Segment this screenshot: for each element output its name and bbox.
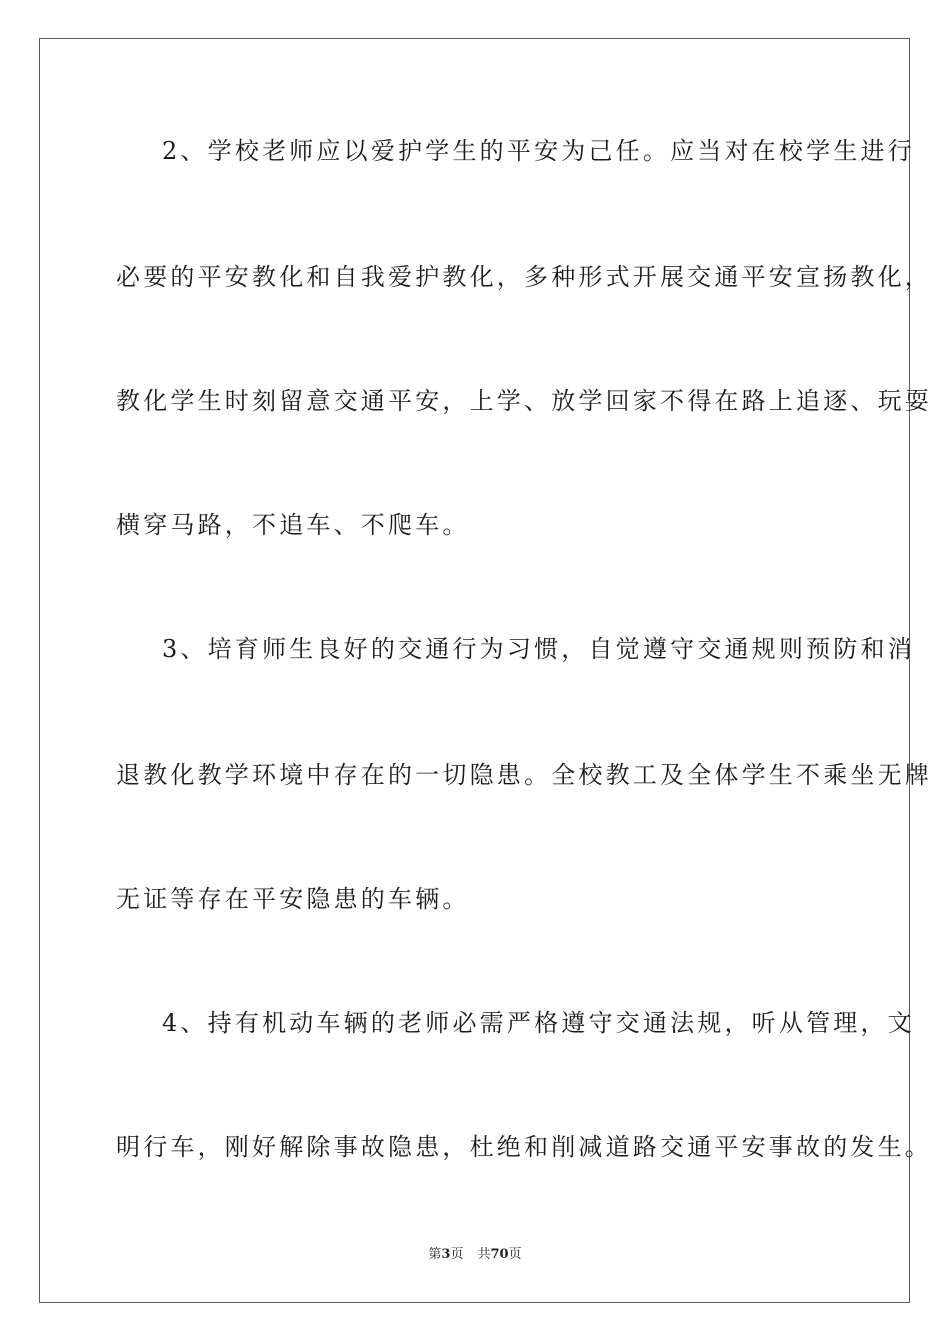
page-prefix: 第 bbox=[428, 1247, 442, 1262]
paragraph-2-line-1: 2、学校老师应以爱护学生的平安为己任。应当对在校学生进行 bbox=[162, 137, 915, 165]
paragraph-2-line-3: 教化学生时刻留意交通平安，上学、放学回家不得在路上追逐、玩耍 bbox=[116, 387, 932, 415]
page-suffix: 页 bbox=[450, 1247, 464, 1262]
total-suffix: 页 bbox=[508, 1247, 522, 1262]
page-number: 3 bbox=[441, 1247, 451, 1262]
paragraph-2-line-4: 横穿马路，不追车、不爬车。 bbox=[116, 511, 470, 539]
total-pages: 70 bbox=[490, 1247, 509, 1262]
page-footer bbox=[0, 1246, 950, 1264]
paragraph-3-line-1: 3、培育师生良好的交通行为习惯，自觉遵守交通规则预防和消 bbox=[162, 635, 915, 663]
paragraph-3-line-3: 无证等存在平安隐患的车辆。 bbox=[116, 885, 470, 913]
paragraph-2-line-2: 必要的平安教化和自我爱护教化，多种形式开展交通平安宣扬教化， bbox=[116, 263, 932, 291]
total-prefix: 共 bbox=[477, 1247, 491, 1262]
page-border bbox=[39, 38, 932, 1303]
paragraph-4-line-1: 4、持有机动车辆的老师必需严格遵守交通法规，听从管理，文 bbox=[162, 1009, 915, 1037]
paragraph-3-line-2: 退教化教学环境中存在的一切隐患。全校教工及全体学生不乘坐无牌 bbox=[116, 761, 932, 789]
paragraph-4-line-2: 明行车，刚好解除事故隐患，杜绝和削减道路交通平安事故的发生。 bbox=[116, 1133, 932, 1161]
